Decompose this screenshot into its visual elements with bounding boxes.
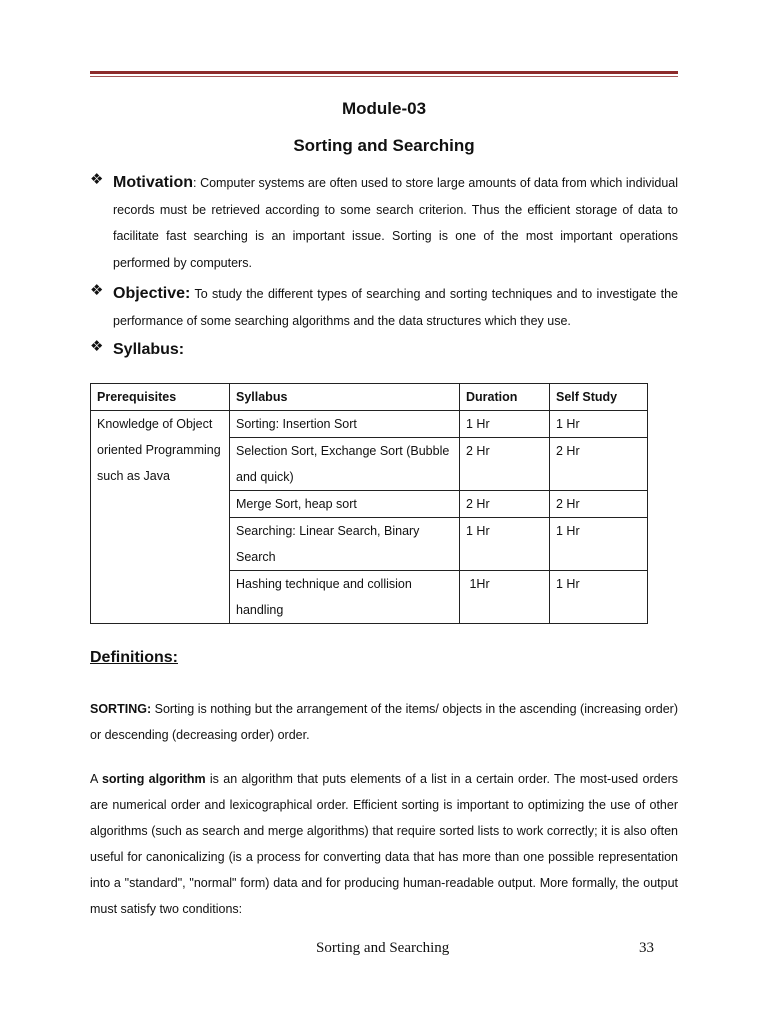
topic-cell: Hashing technique and collision handling	[230, 571, 460, 624]
diamond-bullet-icon: ❖	[90, 171, 104, 188]
sorting-definition	[90, 696, 678, 748]
duration-cell: 1 Hr	[460, 518, 550, 571]
syllabus-heading: Syllabus:	[113, 341, 185, 358]
duration-cell: 2 Hr	[460, 438, 550, 491]
column-header: Syllabus	[230, 384, 460, 411]
duration-cell: 2 Hr	[460, 491, 550, 518]
algorithm-prefix: A	[90, 772, 98, 786]
syllabus-table	[90, 383, 648, 624]
column-header: Prerequisites	[91, 384, 230, 411]
prerequisite-cell: Knowledge of Object oriented Programming such as Java	[91, 411, 230, 624]
topic-cell: Sorting: Insertion Sort	[230, 411, 460, 438]
column-header: Self Study	[550, 384, 648, 411]
header-rule	[90, 71, 678, 77]
motivation-section: ❖ Motivation: Computer systems are often used to store large amounts of data from which individual records must be retrieved according to some search criterion. Thus the efficient storage of data to facilitate fast searching is an important issue. Sorting is one of the most important operations performed by computers.	[90, 171, 679, 270]
algorithm-term: sorting algorithm	[101, 772, 206, 786]
syllabus-section	[90, 337, 678, 364]
definitions-heading: Definitions:	[90, 649, 178, 666]
sorting-label: SORTING:	[90, 702, 152, 716]
self-study-cell: 2 Hr	[550, 438, 648, 491]
algorithm-definition	[90, 766, 678, 922]
duration-cell: 1 Hr	[460, 411, 550, 438]
self-study-cell: 1 Hr	[550, 571, 648, 624]
duration-cell: 1Hr	[460, 571, 550, 624]
diamond-bullet-icon: ❖	[90, 338, 104, 355]
algorithm-text: is an algorithm that puts elements of a list in a certain order. The most-used orders are numerical order and lexicographical order. Efficient sorting is important to optimizing the use of other algorithms (such as search and merge algorithms) that require sorted lists to work correctly; it is also often useful for canonicalizing (is a process for converting data that has more than one possible representation into a "standard", "normal" form) data and for producing human-readable output. More formally, the output must satisfy two conditions:	[90, 772, 678, 916]
table-row	[91, 411, 648, 438]
motivation-text: Computer systems are often used to store large amounts of data from which individual records must be retrieved according to some search criterion. Thus the efficient storage of data to facilitate fast searching is an important issue. Sorting is one of the most important operations performed by computers.	[113, 176, 679, 270]
column-header: Duration	[460, 384, 550, 411]
footer-title: Sorting and Searching	[316, 940, 450, 956]
page-title: Sorting and Searching	[293, 136, 475, 155]
self-study-cell: 1 Hr	[550, 411, 648, 438]
module-title: Module-03	[341, 99, 427, 118]
page-number: 33	[639, 940, 654, 956]
self-study-cell: 2 Hr	[550, 491, 648, 518]
topic-cell: Selection Sort, Exchange Sort (Bubble and quick)	[230, 438, 460, 491]
objective-text: To study the different types of searching and sorting techniques and to investigate the performance of some searching algorithms and the data structures which they use.	[113, 287, 679, 328]
self-study-cell: 1 Hr	[550, 518, 648, 571]
topic-cell: Searching: Linear Search, Binary Search	[230, 518, 460, 571]
diamond-bullet-icon: ❖	[90, 282, 104, 299]
table-header-row	[91, 384, 648, 411]
motivation-heading: Motivation	[113, 174, 193, 191]
topic-cell: Merge Sort, heap sort	[230, 491, 460, 518]
objective-section	[90, 281, 678, 334]
objective-heading: Objective:	[113, 285, 191, 302]
sorting-text: Sorting is nothing but the arrangement of the items/ objects in the ascending (increasing order) or descending (decreasing order) order.	[90, 702, 678, 742]
